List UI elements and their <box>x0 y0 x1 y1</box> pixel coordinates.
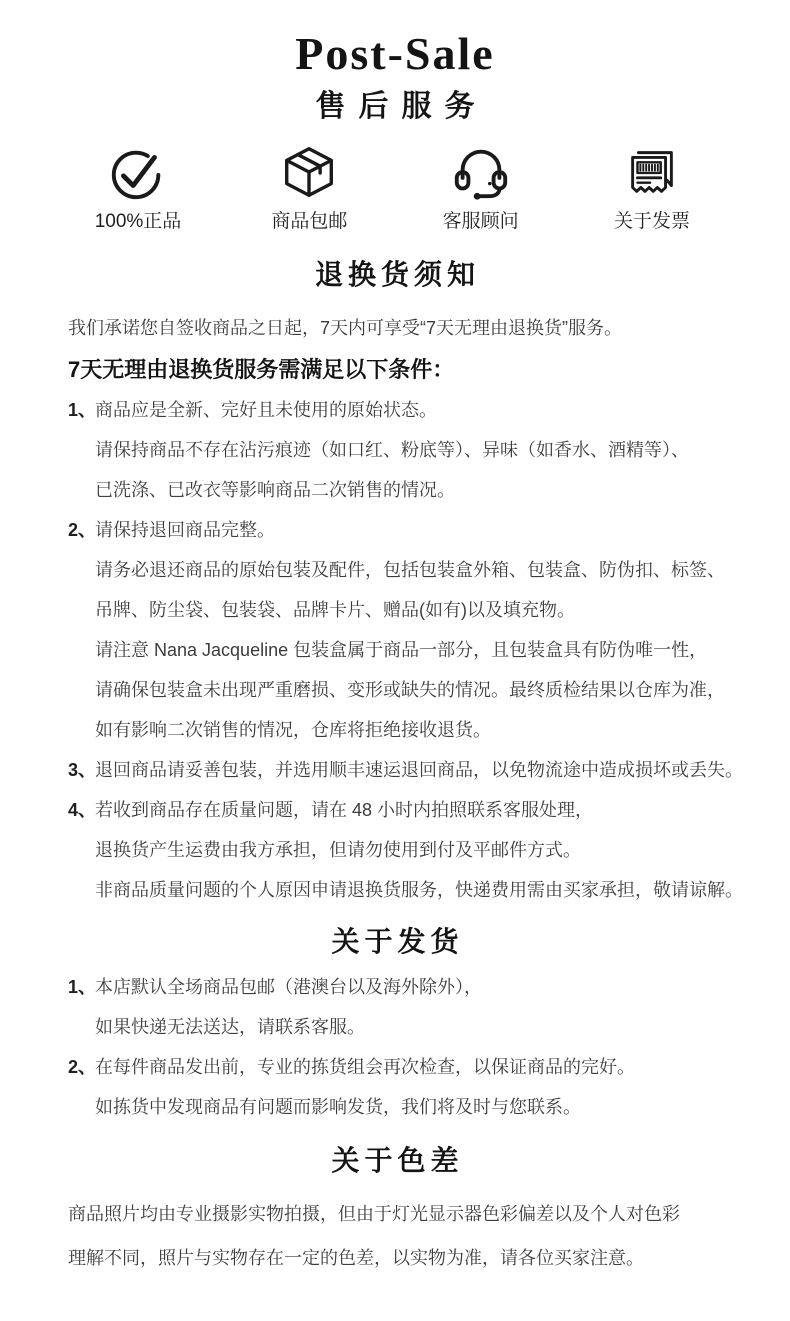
list-item-line: 请保持退回商品完整。 <box>95 520 275 541</box>
page-title-en: Post-Sale <box>295 28 495 79</box>
returns-intro-text: 我们承诺您自签收商品之日起，7天内可享受“7天无理由退换货”服务。 <box>68 318 623 339</box>
list-item-line: 如有影响二次销售的情况，仓库将拒绝接收退货。 <box>95 720 491 741</box>
list-item-lines <box>95 790 754 910</box>
list-item-line: 本店默认全场商品包邮（港澳台以及海外除外）， <box>95 977 482 998</box>
list-item-number: 2、 <box>68 1057 97 1078</box>
list-item-line: 商品应是全新、完好且未使用的原始状态。 <box>95 400 437 421</box>
color-note-line: 商品照片均由专业摄影实物拍摄，但由于灯光显示器色彩偏差以及个人对色彩 <box>68 1204 680 1225</box>
service-features-row <box>0 141 790 235</box>
check-circle-icon <box>107 141 169 203</box>
list-item-line: 如果快递无法送达，请联系客服。 <box>95 1017 365 1038</box>
list-item-lines <box>95 967 754 1047</box>
returns-list-item <box>68 790 754 910</box>
list-item-number: 2、 <box>68 520 97 541</box>
returns-conditions-title: 7天无理由退换货服务需满足以下条件： <box>68 357 455 383</box>
invoice-icon <box>621 141 683 203</box>
list-item-number: 1、 <box>68 400 97 421</box>
list-item-line: 非商品质量问题的个人原因申请退换货服务，快递费用需由买家承担，敬请谅解。 <box>95 880 743 901</box>
package-icon <box>278 141 340 203</box>
list-item-lines <box>95 750 754 790</box>
list-item-number: 4、 <box>68 800 97 821</box>
list-item-number: 1、 <box>68 977 97 998</box>
list-item-line: 若收到商品存在质量问题，请在 48 小时内拍照联系客服处理， <box>95 800 594 821</box>
list-item-line: 请保持商品不存在沾污痕迹（如口红、粉底等）、异味（如香水、酒精等）、 <box>95 440 689 461</box>
list-item-line: 请注意 Nana Jacqueline 包装盒属于商品一部分，且包装盒具有防伪唯一性， <box>95 640 708 661</box>
feature-label: 100%正品 <box>94 211 182 233</box>
shipping-list-item <box>68 1047 754 1127</box>
list-item-number: 3、 <box>68 760 97 781</box>
color-note-line: 理解不同，照片与实物存在一定的色差，以实物为准，请各位买家注意。 <box>68 1248 644 1269</box>
color-section-heading: 关于色差 <box>331 1145 464 1177</box>
list-item-lines <box>95 1047 754 1127</box>
feature-label: 关于发票 <box>613 211 690 233</box>
list-item-line: 在每件商品发出前，专业的拣货组会再次检查，以保证商品的完好。 <box>95 1057 635 1078</box>
headset-icon <box>450 141 512 203</box>
shipping-list-item <box>68 967 754 1047</box>
feature-free-shipping <box>261 141 357 235</box>
list-item-line: 退换货产生运费由我方承担，但请勿使用到付及平邮件方式。 <box>95 840 581 861</box>
feature-label: 商品包邮 <box>271 211 348 233</box>
shipping-list <box>68 967 754 1127</box>
page-title-zh: 售后服务 <box>315 90 488 124</box>
list-item-line: 退回商品请妥善包装，并选用顺丰速运退回商品，以免物流途中造成损坏或丢失。 <box>95 760 743 781</box>
feature-label: 客服顾问 <box>442 211 519 233</box>
returns-list-item <box>68 510 754 750</box>
list-item-line: 已洗涤、已改衣等影响商品二次销售的情况。 <box>95 480 455 501</box>
list-item-line: 如拣货中发现商品有问题而影响发货，我们将及时与您联系。 <box>95 1097 581 1118</box>
returns-list-item <box>68 390 754 510</box>
returns-conditions-list <box>68 390 754 910</box>
shipping-section-heading: 关于发货 <box>331 926 464 958</box>
list-item-line: 吊牌、防尘袋、包装袋、品牌卡片、赠品(如有)以及填充物。 <box>95 600 575 621</box>
color-note-paragraph <box>68 1192 754 1280</box>
list-item-lines <box>95 390 754 510</box>
list-item-line: 请务必退还商品的原始包装及配件，包括包装盒外箱、包装盒、防伪扣、标签、 <box>95 560 725 581</box>
returns-section-heading: 退换货须知 <box>314 259 480 291</box>
returns-list-item <box>68 750 754 790</box>
feature-invoice <box>604 141 700 235</box>
list-item-lines <box>95 510 754 750</box>
feature-customer-service <box>433 141 529 235</box>
feature-authentic <box>90 141 186 235</box>
list-item-line: 请确保包装盒未出现严重磨损、变形或缺失的情况。最终质检结果以仓库为准， <box>95 680 725 701</box>
